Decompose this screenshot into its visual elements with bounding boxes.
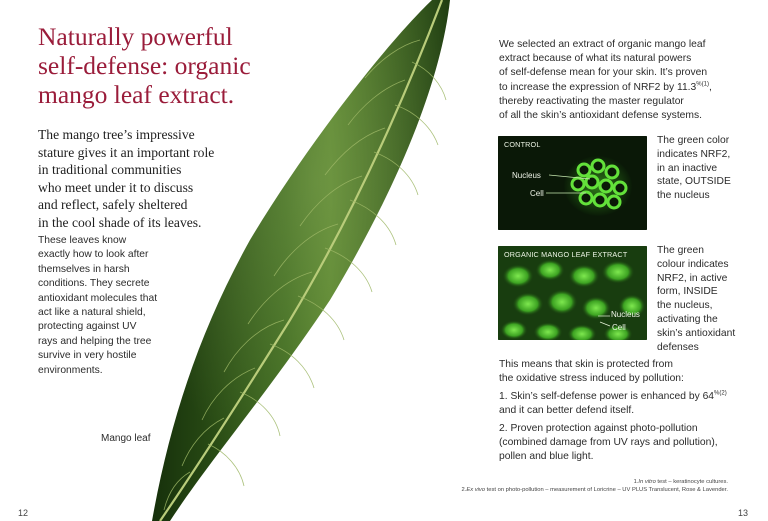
extract-note: The green colour indicates NRF2, in active form, INSIDE the nucleus, activating the skin’s antioxidant defenses [657,245,736,353]
control-micrograph [498,136,647,230]
page-title: Naturally powerful self-defense: organic mango leaf extract. [38,22,251,109]
control-note: The green color indicates NRF2, in an inactive state, OUTSIDE the nucleus [657,135,731,202]
cell-annotation: Cell [530,189,544,198]
body-paragraph: These leaves know exactly how to look after themselves in harsh conditions. They secrete antioxidant molecules that act like a natural shield, protecting against UV rays and helping the tree survive in very hostile environments. [38,235,158,376]
leaf-caption: Mango leaf [101,433,151,444]
control-label: CONTROL [504,140,541,149]
page-number-right: 13 [738,508,749,518]
conclusion-paragraph: This means that skin is protected from the oxidative stress induced by pollution: [499,359,684,385]
mango-leaf-image [150,0,480,521]
benefit-point-1: 1. Skin’s self-defense power is enhanced by $64^{\%(2)}$ and it can better defend itself. [499,390,727,417]
right-intro-paragraph: We selected an extract of organic mango leaf extract because of what its natural powers of self-defense mean for your skin. It’s proven to increase the expression of NRF2 by $11.3^{\%(1)}$, thereby reactivating the master regulator of all the skin’s antioxidant defense systems. [499,39,712,122]
footnote-1: 1.In vitro test – keratinocyte cultures. [633,479,728,485]
footnotes [462,478,729,494]
cell-annotation: Cell [612,323,626,332]
intro-paragraph: The mango tree’s impressive stature gives it an important role in traditional communities who meet under it to discuss and reflect, safely sheltered in the cool shade of its leaves. [38,127,215,230]
footnote-2: 2.Ex vivo test on photo-pollution – measurement of Loricrine – UV PLUS Translucent, Rose & Lavender. [461,487,728,493]
nucleus-annotation: Nucleus [611,310,640,319]
page-number-left: 12 [18,508,29,518]
nucleus-annotation: Nucleus [512,171,541,180]
benefit-point-2: 2. Proven protection against photo-pollution (combined damage from UV rays and pollution), pollen and blue light. [499,423,718,463]
extract-micrograph [498,246,647,340]
extract-label: ORGANIC MANGO LEAF EXTRACT [504,250,628,259]
